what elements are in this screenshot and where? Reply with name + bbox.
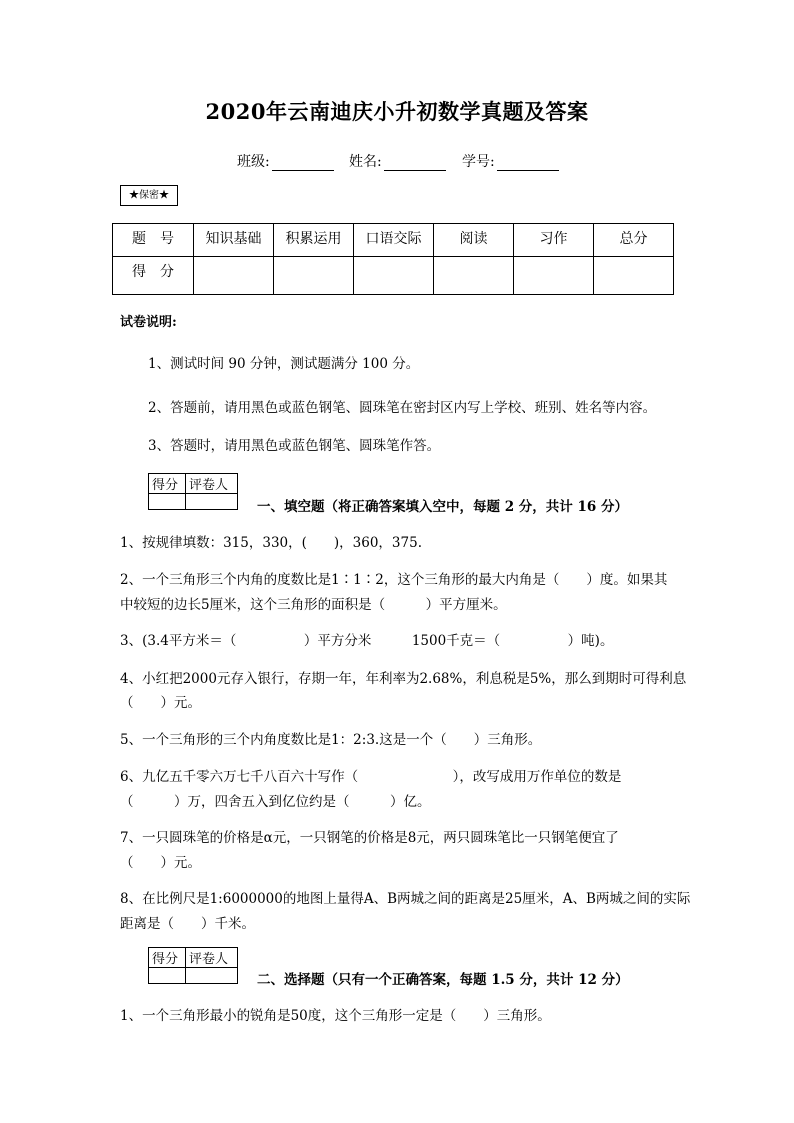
secret-badge: ★保密★ — [120, 185, 178, 206]
id-blank[interactable] — [497, 156, 559, 171]
header-cell: 总分 — [594, 224, 674, 257]
instruction-item: 1、测试时间 90 分钟，测试题满分 100 分。 — [148, 356, 420, 372]
student-id-field — [462, 151, 559, 171]
score-label: 得分 — [149, 948, 186, 968]
question-line: 1、一个三角形最小的锐角是50度，这个三角形一定是（ ）三角形。 — [120, 1008, 551, 1024]
question-line: 1、按规律填数：315，330，( )，360，375. — [120, 535, 422, 551]
name-blank[interactable] — [384, 156, 446, 171]
name-label: 姓名: — [349, 154, 382, 170]
score-cell[interactable] — [274, 257, 354, 295]
question-line: 4、小红把2000元存入银行，存期一年，年利率为2.68%，利息税是5%，那么到期时可得利息 — [120, 671, 687, 687]
header-cell: 习作 — [514, 224, 594, 257]
question-line: 8、在比例尺是1:6000000的地图上量得A、B两城之间的距离是25厘米，A、B两城之间的实际 — [120, 891, 691, 907]
id-label: 学号: — [462, 154, 495, 170]
header-cell: 阅读 — [434, 224, 514, 257]
section1-title: 一、填空题（将正确答案填入空中，每题 2 分，共计 16 分） — [257, 499, 628, 515]
section2-title: 二、选择题（只有一个正确答案，每题 1.5 分，共计 12 分） — [257, 972, 629, 988]
header-cell: 积累运用 — [274, 224, 354, 257]
question-line: 5、一个三角形的三个内角度数比是1：2:3.这是一个（ ）三角形。 — [120, 732, 542, 748]
grader-name-cell[interactable] — [186, 968, 238, 984]
grader-score-cell[interactable] — [149, 494, 186, 510]
score-cell[interactable] — [354, 257, 434, 295]
question-line: （ ）元。 — [120, 855, 201, 871]
grader-label: 评卷人 — [186, 948, 238, 968]
instruction-item: 2、答题前，请用黑色或蓝色钢笔、圆珠笔在密封区内写上学校、班别、姓名等内容。 — [148, 400, 657, 416]
page-title: 2020年云南迪庆小升初数学真题及答案 — [205, 99, 589, 124]
score-cell[interactable] — [434, 257, 514, 295]
grader-name-cell[interactable] — [186, 494, 238, 510]
header-cell: 知识基础 — [194, 224, 274, 257]
score-table-header-row — [113, 224, 674, 257]
question-line: （ ）万，四舍五入到亿位约是（ ）亿。 — [120, 794, 431, 810]
row-label-cell: 得 分 — [113, 257, 194, 295]
instructions-title: 试卷说明: — [120, 315, 177, 330]
instruction-item: 3、答题时，请用黑色或蓝色钢笔、圆珠笔作答。 — [148, 438, 441, 454]
score-cell[interactable] — [514, 257, 594, 295]
header-cell: 题 号 — [113, 224, 194, 257]
class-blank[interactable] — [272, 156, 334, 171]
score-table — [112, 223, 674, 295]
score-cell[interactable] — [194, 257, 274, 295]
class-label: 班级: — [237, 154, 270, 170]
grader-box — [148, 947, 238, 984]
question-line: 距离是（ ）千米。 — [120, 916, 255, 932]
score-table-score-row — [113, 257, 674, 295]
score-cell[interactable] — [594, 257, 674, 295]
question-line: （ ）元。 — [120, 695, 201, 711]
question-line: 3、(3.4平方米＝（ ）平方分米 1500千克＝（ ）吨)。 — [120, 633, 614, 649]
class-field — [237, 151, 334, 171]
grader-label: 评卷人 — [186, 474, 238, 494]
name-field — [349, 151, 446, 171]
grader-score-cell[interactable] — [149, 968, 186, 984]
grader-box — [148, 473, 238, 510]
question-line: 6、九亿五千零六万七千八百六十写作（ ），改写成用万作单位的数是 — [120, 769, 622, 785]
question-line: 中较短的边长5厘米，这个三角形的面积是（ ）平方厘米。 — [120, 597, 507, 613]
header-cell: 口语交际 — [354, 224, 434, 257]
question-line: 2、一个三角形三个内角的度数比是1∶1∶2，这个三角形的最大内角是（ ）度。如果其 — [120, 572, 668, 588]
question-line: 7、一只圆珠笔的价格是α元，一只钢笔的价格是8元，两只圆珠笔比一只钢笔便宜了 — [120, 830, 619, 846]
score-label: 得分 — [149, 474, 186, 494]
